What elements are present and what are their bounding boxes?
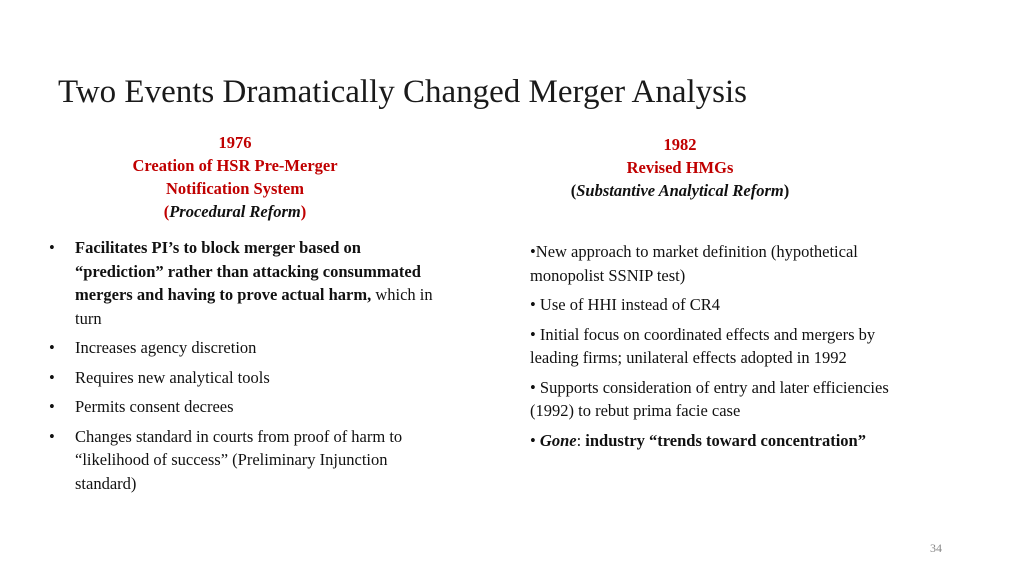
bullet-icon: • xyxy=(530,430,536,450)
gone-label: Gone xyxy=(539,430,577,450)
bullet-icon: • xyxy=(530,242,536,261)
list-item: • Facilitates PI’s to block merger based on “prediction” rather than attacking consummated mergers and having to prove actual harm, which in turn xyxy=(49,238,433,328)
list-item: • Increases agency discretion xyxy=(46,336,446,360)
list-item: • Supports consideration of entry and later efficiencies (1992) to rebut prima facie case xyxy=(530,377,889,420)
list-item: • Permits consent decrees xyxy=(46,395,446,419)
bullet-icon: • xyxy=(49,238,55,257)
left-heading-line2: Notification System xyxy=(166,179,304,198)
bullet-icon: • xyxy=(49,397,55,416)
page-number: 34 xyxy=(930,541,942,555)
list-item: • Changes standard in courts from proof of harm to “likelihood of success” (Preliminary Injunction standard) xyxy=(49,426,403,493)
left-heading-paren: (Procedural Reform) xyxy=(163,202,307,221)
left-column-heading xyxy=(100,131,370,223)
bullet-icon: • xyxy=(49,426,55,446)
left-heading-line1: Creation of HSR Pre-Merger xyxy=(132,156,338,175)
bullet-icon: • xyxy=(49,338,55,357)
slide-title: Two Events Dramatically Changed Merger Analysis xyxy=(58,74,748,110)
right-heading-paren: (Substantive Analytical Reform) xyxy=(570,181,790,200)
left-year: 1976 xyxy=(218,133,252,152)
right-column-heading xyxy=(540,133,820,202)
right-bullet-list xyxy=(530,240,920,458)
list-item: •New approach to market definition (hypothetical monopolist SSNIP test) xyxy=(530,242,858,285)
list-item: • Use of HHI instead of CR4 xyxy=(530,295,721,314)
list-item: • Initial focus on coordinated effects and mergers by leading firms; unilateral effects adopted in 1992 xyxy=(530,324,876,367)
right-paren-label: Substantive Analytical Reform xyxy=(576,181,784,200)
list-item: • Requires new analytical tools xyxy=(46,366,446,390)
right-year: 1982 xyxy=(663,135,697,154)
left-bullet-list xyxy=(46,236,446,501)
bullet-icon: • xyxy=(49,367,55,387)
bullet-icon: • xyxy=(530,295,536,314)
left-paren-label: Procedural Reform xyxy=(169,202,301,221)
right-heading: Revised HMGs xyxy=(626,158,734,177)
bullet-icon: • xyxy=(530,324,536,344)
bullet-icon: • xyxy=(530,377,536,397)
list-item: • Gone: industry “trends toward concentration” xyxy=(530,430,866,450)
